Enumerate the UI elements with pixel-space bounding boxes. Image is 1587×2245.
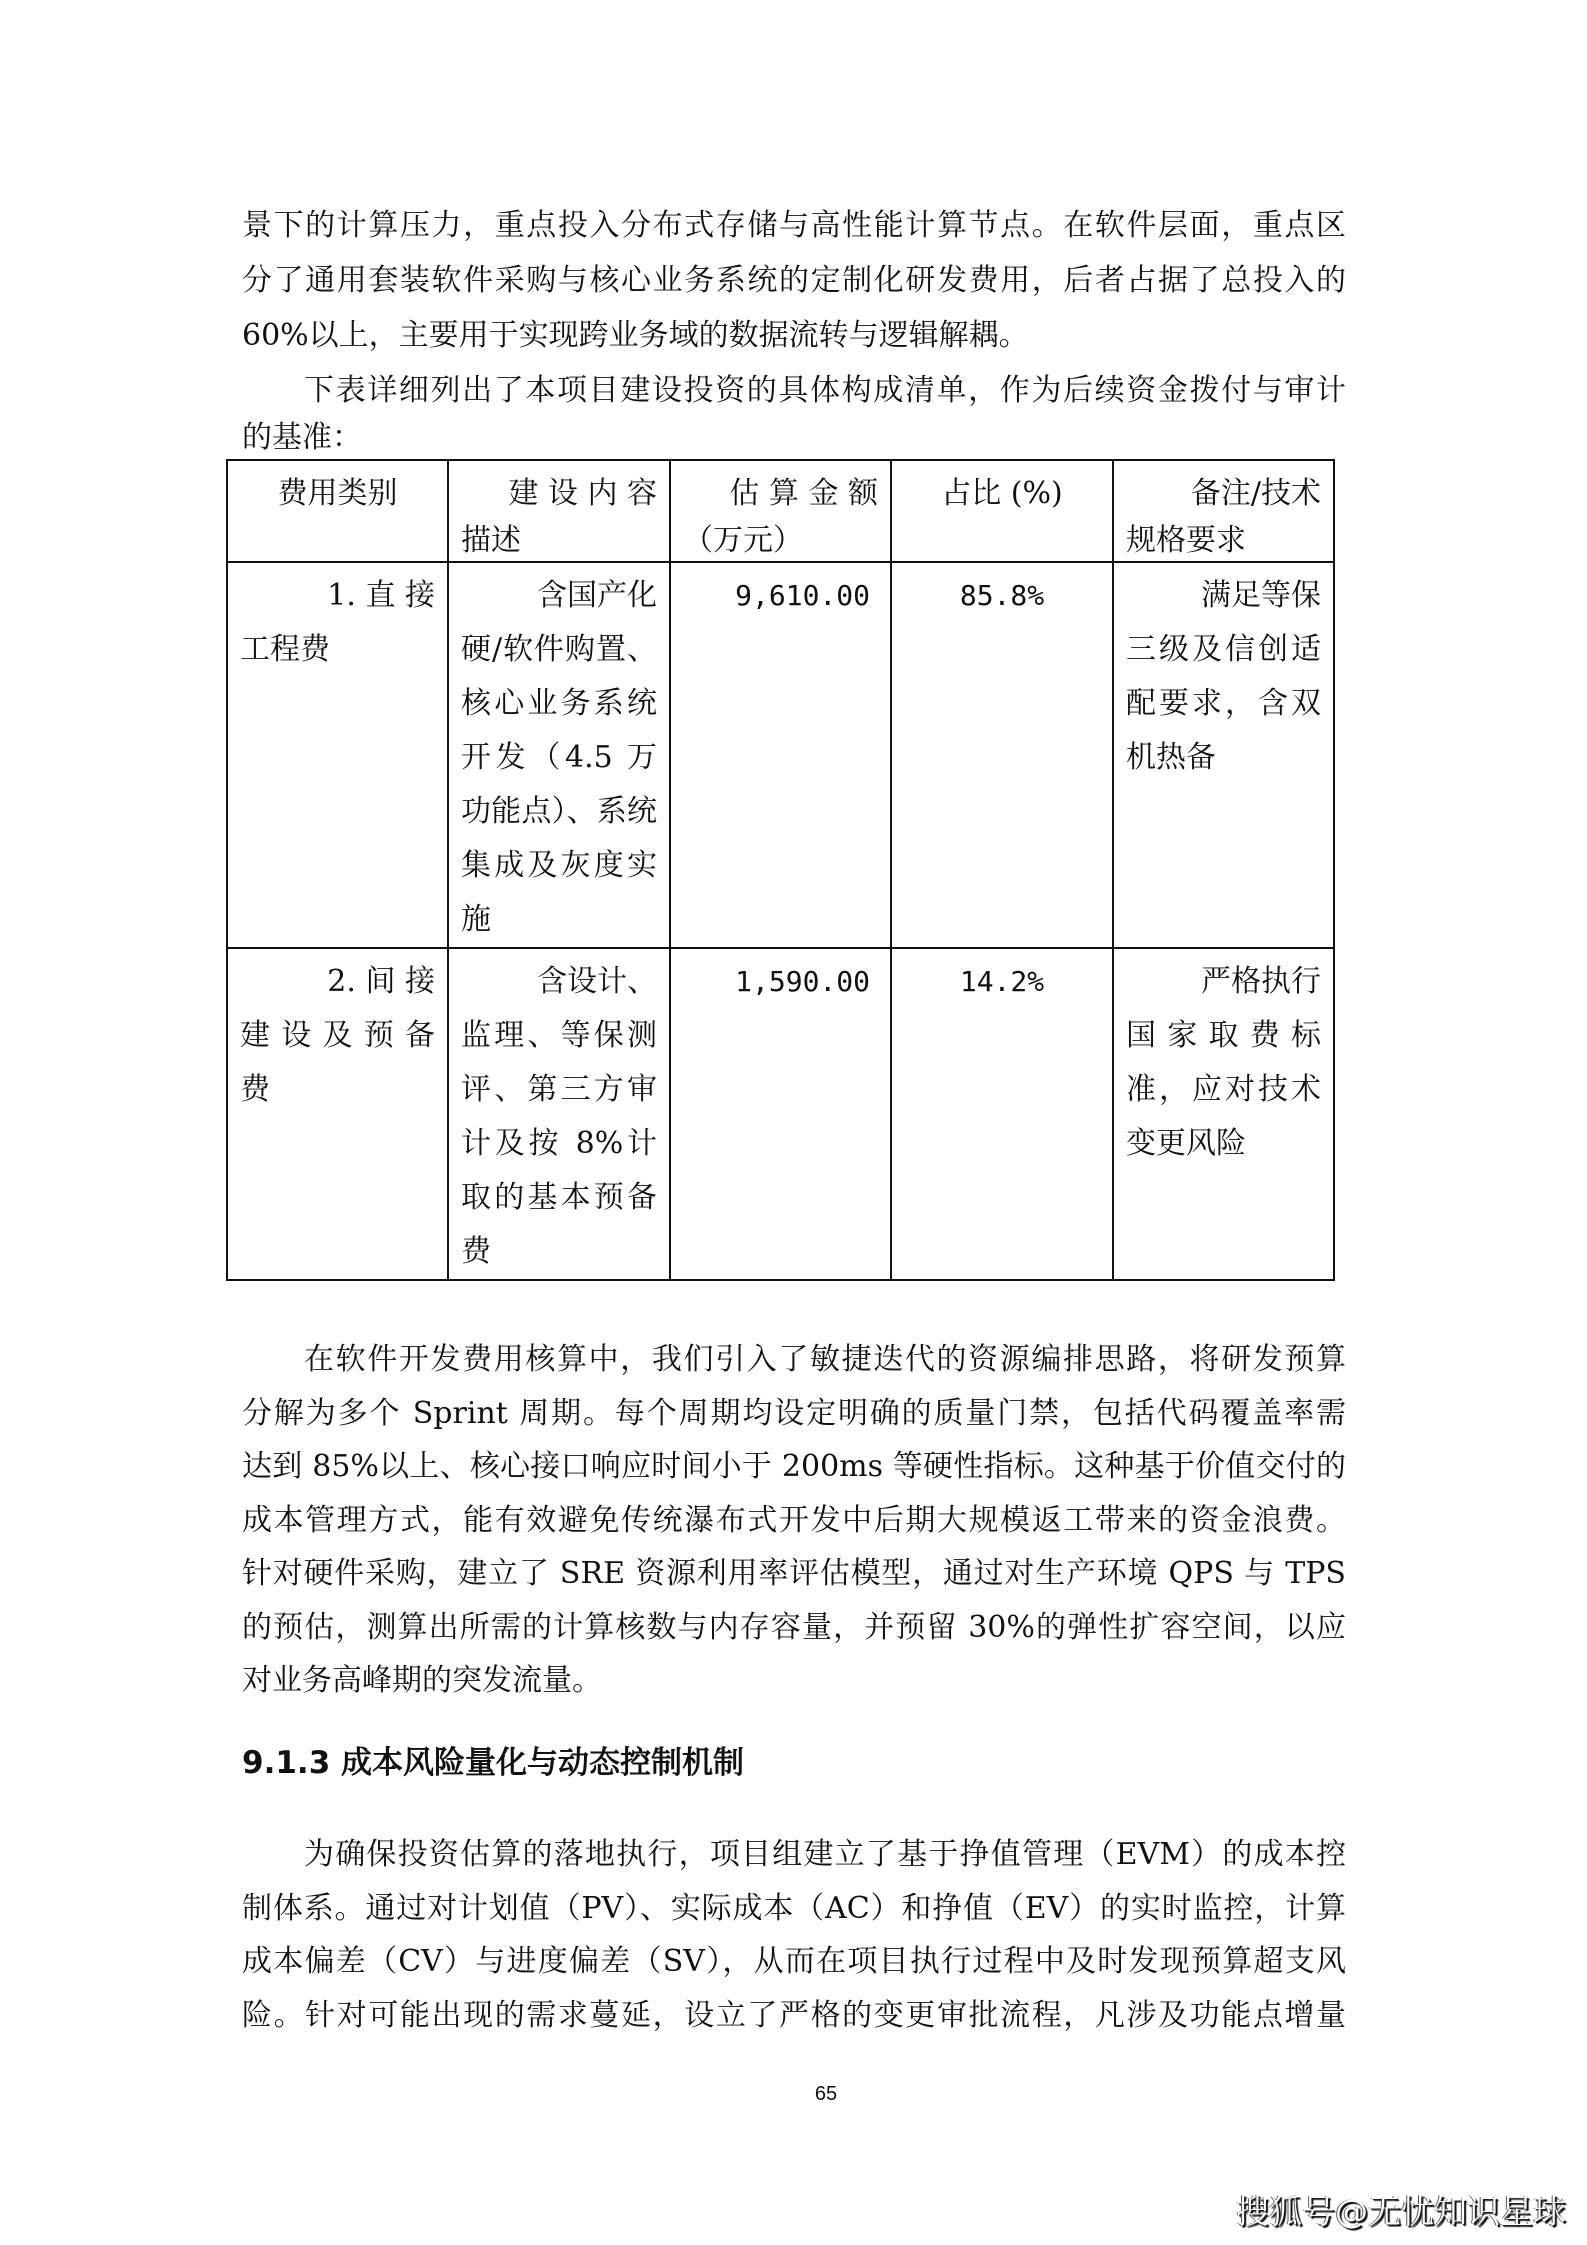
cell-percentage xyxy=(891,562,1113,948)
cell-category xyxy=(227,948,448,1280)
text-line: 在软件开发费用核算中，我们引入了敏捷迭代的资源编排思路，将研发预算 xyxy=(304,1342,1346,1377)
cell-text: 费 xyxy=(461,1234,491,1269)
section-heading: 9.1.3 成本风险量化与动态控制机制 xyxy=(242,1745,745,1781)
cell-text: 费 xyxy=(240,1072,270,1107)
cell-text: 计及按 8%计 xyxy=(461,1126,657,1161)
cell-text: 含设计、 xyxy=(537,964,657,999)
text-line: 分了通用套装软件采购与核心业务系统的定制化研发费用，后者占据了总投入的 xyxy=(242,263,1346,298)
header-text: （万元） xyxy=(683,523,803,558)
cell-text: 85.8% xyxy=(959,579,1045,612)
header-cell-description xyxy=(448,460,670,562)
header-text: 建 设 内 容 xyxy=(508,476,657,511)
cell-text: 硬/软件购置、 xyxy=(461,632,657,667)
cell-text: 工程费 xyxy=(240,632,330,667)
text-line: 景下的计算压力，重点投入分布式存储与高性能计算节点。在软件层面，重点区 xyxy=(242,208,1346,243)
text-line: 分解为多个 Sprint 周期。每个周期均设定明确的质量门禁，包括代码覆盖率需 xyxy=(242,1396,1346,1431)
table-header-row xyxy=(227,460,1334,562)
cell-text: 功能点）、系统 xyxy=(461,794,657,829)
cell-text: 核心业务系统 xyxy=(461,686,657,721)
cell-amount xyxy=(670,562,891,948)
cell-text: 1. 直 接 xyxy=(327,578,435,613)
cell-text: 建设及预备 xyxy=(240,1018,435,1053)
text-line: 下表详细列出了本项目建设投资的具体构成清单，作为后续资金拨付与审计 xyxy=(304,373,1346,408)
cell-category xyxy=(227,562,448,948)
watermark: 搜狐号@无忧知识星球 xyxy=(1236,2192,1566,2231)
cell-remarks xyxy=(1113,948,1334,1280)
header-text: 描述 xyxy=(461,523,521,558)
cell-remarks xyxy=(1113,562,1334,948)
table-row xyxy=(227,562,1334,948)
text-line: 成本偏差（CV）与进度偏差（SV），从而在项目执行过程中及时发现预算超支风 xyxy=(242,1944,1346,1979)
cell-text: 集成及灰度实 xyxy=(461,848,657,883)
page-number: 65 xyxy=(814,2083,838,2105)
header-cell-category xyxy=(227,460,448,562)
cell-text: 施 xyxy=(461,902,491,937)
cell-description xyxy=(448,948,670,1280)
cell-text: 含国产化 xyxy=(537,578,657,613)
cell-text: 变更风险 xyxy=(1126,1126,1246,1161)
text-line: 60%以上，主要用于实现跨业务域的数据流转与逻辑解耦。 xyxy=(242,318,1029,353)
table-row xyxy=(227,948,1334,1280)
text-line: 为确保投资估算的落地执行，项目组建立了基于挣值管理（EVM）的成本控 xyxy=(304,1837,1346,1872)
cell-text: 取的基本预备 xyxy=(461,1180,657,1215)
cell-percentage xyxy=(891,948,1113,1280)
cell-amount xyxy=(670,948,891,1280)
text-line: 险。针对可能出现的需求蔓延，设立了严格的变更审批流程，凡涉及功能点增量 xyxy=(242,1998,1346,2033)
cell-text: 监理、等保测 xyxy=(461,1018,657,1053)
cell-text: 准，应对技术 xyxy=(1126,1072,1321,1107)
cost-breakdown-table xyxy=(226,459,1335,1281)
text-line: 对业务高峰期的突发流量。 xyxy=(242,1663,602,1698)
header-cell-amount xyxy=(670,460,891,562)
cell-text: 1,590.00 xyxy=(735,965,870,998)
text-line: 针对硬件采购，建立了 SRE 资源利用率评估模型，通过对生产环境 QPS 与 TPS xyxy=(242,1556,1346,1591)
cell-text: 满足等保 xyxy=(1201,578,1321,613)
cell-text: 机热备 xyxy=(1126,740,1216,775)
header-text: 占比 (%) xyxy=(941,476,1063,511)
text-line: 达到 85%以上、核心接口响应时间小于 200ms 等硬性指标。这种基于价值交付的 xyxy=(242,1449,1346,1484)
cell-text: 国家取费标 xyxy=(1126,1018,1321,1053)
cell-text: 配要求，含双 xyxy=(1126,686,1321,721)
text-line: 的基准： xyxy=(242,420,362,455)
cell-description xyxy=(448,562,670,948)
cell-text: 14.2% xyxy=(959,965,1045,998)
text-line: 成本管理方式，能有效避免传统瀑布式开发中后期大规模返工带来的资金浪费。 xyxy=(242,1503,1346,1538)
text-line: 的预估，测算出所需的计算核数与内存容量，并预留 30%的弹性扩容空间，以应 xyxy=(242,1610,1346,1645)
cell-text: 三级及信创适 xyxy=(1126,632,1321,667)
header-cell-remarks xyxy=(1113,460,1334,562)
header-text: 费用类别 xyxy=(277,476,398,511)
cell-text: 2. 间 接 xyxy=(327,964,435,999)
text-line: 制体系。通过对计划值（PV）、实际成本（AC）和挣值（EV）的实时监控，计算 xyxy=(242,1891,1346,1926)
header-text: 规格要求 xyxy=(1126,523,1246,558)
cell-text: 严格执行 xyxy=(1201,964,1321,999)
cell-text: 开发（4.5 万 xyxy=(461,740,657,775)
cell-text: 9,610.00 xyxy=(735,579,870,612)
header-cell-percentage xyxy=(891,460,1113,562)
header-text: 估 算 金 额 xyxy=(729,476,878,511)
header-text: 备注/技术 xyxy=(1190,476,1321,511)
cell-text: 评、第三方审 xyxy=(461,1072,657,1107)
